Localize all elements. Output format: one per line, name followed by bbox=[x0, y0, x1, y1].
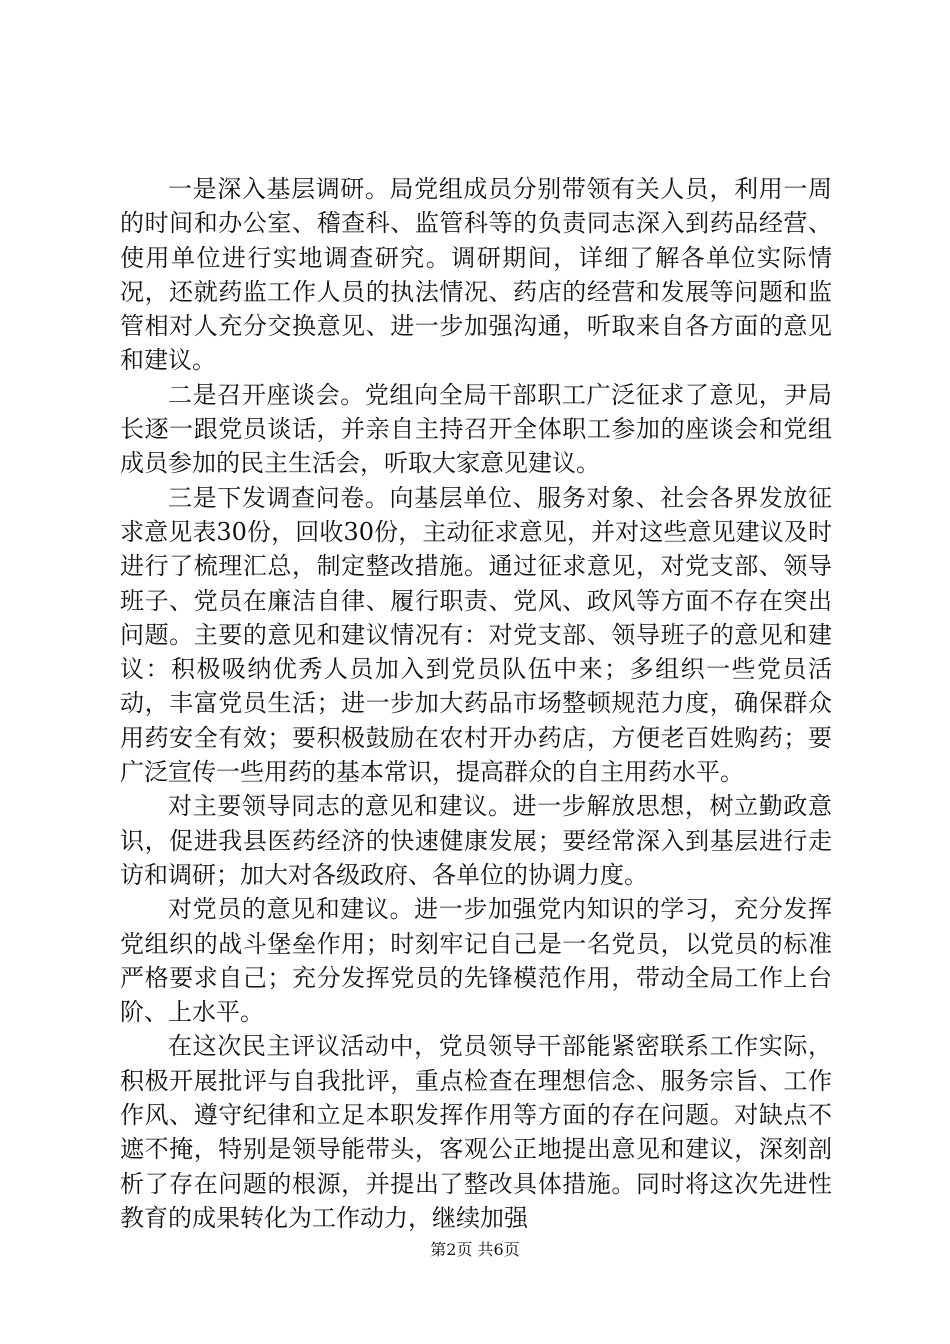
page-number-footer: 第2页 共6页 bbox=[430, 1240, 520, 1259]
paragraph-questionnaire: 三是下发调查问卷。向基层单位、服务对象、社会各界发放征求意见表30份，回收30份，主动征求意见，并对这些意见建议及时进行了梳理汇总，制定整改措施。通过征求意见，对党支部、领导班子、党员在廉洁自律、履行职责、党风、政风等方面不存在突出问题。主要的意见和建议情况有：对党支部、领导班子的意见和建议：积极吸纳优秀人员加入到党员队伍中来；多组织一些党员活动，丰富党员生活；进一步加大药品市场整顿规范力度，确保群众用药安全有效；要积极鼓励在农村开办药店，方便老百姓购药；要广泛宣传一些用药的基本常识，提高群众的自主用药水平。 bbox=[120, 483, 832, 787]
paragraph-symposium: 二是召开座谈会。党组向全局干部职工广泛征求了意见，尹局长逐一跟党员谈话，并亲自主持召开全体职工参加的座谈会和党组成员参加的民主生活会，听取大家意见建议。 bbox=[120, 380, 832, 478]
paragraph-democratic-review: 在这次民主评议活动中，党员领导干部能紧密联系工作实际，积极开展批评与自我批评，重点检查在理想信念、服务宗旨、工作作风、遵守纪律和立足本职发挥作用等方面的存在问题。对缺点不遮不掩，特别是领导能带头，客观公正地提出意见和建议，深刻剖析了存在问题的根源，并提出了整改具体措施。同时将这次先进性教育的成果转化为工作动力，继续加强 bbox=[120, 1032, 832, 1232]
paragraph-member-opinions: 对党员的意见和建议。进一步加强党内知识的学习，充分发挥党组织的战斗堡垒作用；时刻牢记自己是一名党员，以党员的标准严格要求自己；充分发挥党员的先锋模范作用，带动全局工作上台阶、上水平。 bbox=[120, 895, 832, 1027]
paragraph-grassroots-research: 一是深入基层调研。局党组成员分别带领有关人员，利用一周的时间和办公室、稽查科、监管科等的负责同志深入到药品经营、使用单位进行实地调查研究。调研期间，详细了解各单位实际情况，还就药监工作人员的执法情况、药店的经营和发展等问题和监管相对人充分交换意见、进一步加强沟通，听取来自各方面的意见和建议。 bbox=[120, 175, 832, 375]
document-body bbox=[120, 172, 832, 1235]
paragraph-leader-opinions: 对主要领导同志的意见和建议。进一步解放思想，树立勤政意识，促进我县医药经济的快速健康发展；要经常深入到基层进行走访和调研；加大对各级政府、各单位的协调力度。 bbox=[120, 792, 832, 889]
